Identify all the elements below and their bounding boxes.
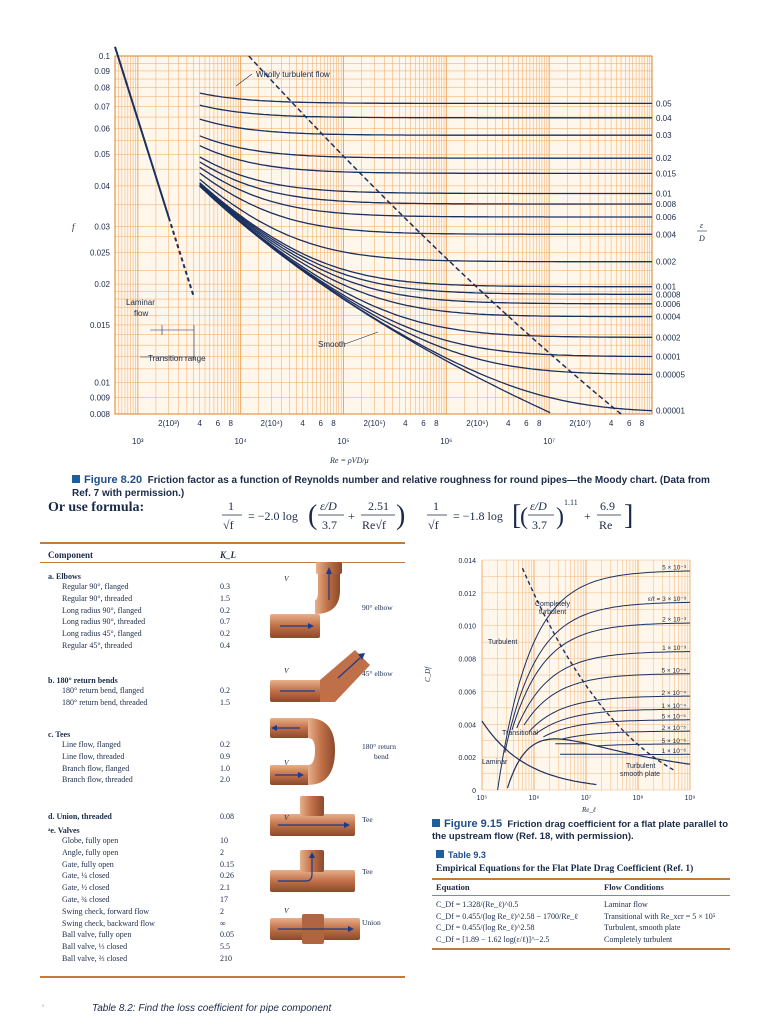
t93-condition: Transitional with Re_xcr = 5 × 10⁵ [604,911,716,921]
plate-y-tick: 0.014 [458,558,476,565]
moody-y-tick: 0.05 [94,150,110,160]
loss-row-name: Long radius 45°, flanged [62,629,142,639]
moody-roughness-label: 0.008 [656,200,677,210]
plate-roughness-label: 1 × 10⁻⁴ [661,702,686,710]
svg-text:ε/D: ε/D [320,499,337,513]
moody-y-tick: 0.1 [98,52,110,61]
moody-y-tick: 0.009 [89,393,110,403]
moody-chart [0,0,768,472]
moody-x-minor-tick: 6 [524,419,529,428]
plate-roughness-label: 1 × 10⁻³ [662,645,686,653]
moody-roughness-label: 0.01 [656,189,672,199]
moody-caption-text: Friction factor as a function of Reynolds number and relative roughness for round pipes—the Moody chart. (Data from Ref. 7 with permission.) [72,475,710,499]
loss-row-name: Line flow, flanged [62,740,121,749]
plate-caption [432,818,732,843]
loss-section-title: b. 180° return bends [48,676,118,685]
plate-caption-label: Figure 9.15 [444,818,503,830]
loss-row-name: Globe, fully open [62,836,119,845]
loss-row-name: Swing check, forward flow [62,906,150,916]
t93-header-rule [432,895,730,896]
loss-k-value: 1.5 [220,697,230,707]
t93-equation: C_Df = 1.328/(Re_ℓ)^0.5 [436,900,519,909]
loss-row-name: Gate, fully open [62,859,114,869]
loss-row-name: Gate, ¼ closed [62,871,110,881]
moody-x-minor-tick: 4 [403,419,408,428]
loss-table-component-header: Component [48,550,94,560]
moody-x-minor-tick: 2(10⁷) [569,419,591,428]
plate-smooth-label-2: smooth plate [620,771,661,778]
moody-roughness-label: 0.04 [656,113,672,123]
moody-roughness-label: 0.001 [656,282,677,292]
loss-row-name: 180° return bend, threaded [62,697,148,707]
plate-roughness-label: 2 × 10⁻⁵ [661,724,686,732]
t93-equation: C_Df = 0.455/(log Re_ℓ)^2.58 − 1700/Re_ℓ [436,911,578,921]
moody-x-minor-tick: 8 [536,419,542,428]
plate-roughness-label: 5 × 10⁻⁴ [661,667,686,675]
moody-roughness-label: 0.00001 [656,406,685,416]
loss-k-value: 0.15 [220,859,234,869]
t93-condition: Completely turbulent [604,934,673,944]
loss-row-name: Gate, ½ closed [62,883,110,893]
moody-y-tick: 0.01 [94,378,110,388]
loss-row-name: Regular 90°, threaded [62,593,133,603]
plate-y-tick: 0.006 [458,689,476,697]
loss-k-value: 0.08 [220,812,234,821]
moody-y-tick: 0.08 [94,83,110,93]
moody-roughness-label: 0.02 [656,154,672,164]
tee-branch-illustration [270,850,355,892]
moody-x-minor-tick: 8 [228,419,233,428]
moody-x-minor-tick: 6 [626,419,632,428]
table-9-3-title: Empirical Equations for the Flat Plate Drag Coefficient (Ref. 1) [436,864,694,874]
moody-y-tick: 0.07 [94,102,110,112]
tee-label-2: Tee [362,867,373,876]
table-8-2-caption: Table 8.2: Find the loss coefficient for pipe component [92,1003,332,1014]
plate-completely-label-2: turbulent [539,609,567,616]
loss-k-value: 2.1 [220,883,230,893]
moody-laminar-label-2: flow [134,309,149,318]
loss-table-k-header: K_L [220,550,237,560]
svg-text:): ) [556,504,564,530]
loss-row-name: Angle, fully open [62,847,119,857]
table-bottom-rule [40,976,405,978]
eq2-rhs: = −1.8 log [453,509,503,523]
moody-x-major-tick: 10⁶ [440,437,453,446]
moody-right-label-top: ε [700,221,704,230]
svg-text:1.11: 1.11 [564,498,578,507]
loss-section-title: ᵃe. Valves [48,826,80,835]
plate-y-tick: 0.008 [458,656,476,664]
v-label-1: V [284,574,289,583]
moody-roughness-label: 0.0006 [656,299,681,309]
svg-text:(: ( [308,500,318,531]
loss-row-name: Ball valve, ⅔ closed [62,954,128,963]
moody-transition-label: Transition range [148,354,206,363]
moody-x-label: Re = ρVD/μ [330,456,369,465]
loss-row-name: Long radius 90°, flanged [62,605,142,615]
loss-row-name: Branch flow, threaded [62,775,133,785]
moody-roughness-label: 0.0002 [656,333,681,343]
plate-roughness-label: 5 × 10⁻⁵ [661,713,686,721]
svg-text:(: ( [520,504,528,530]
plate-laminar-label: Laminar [482,759,508,766]
loss-k-value: 2 [220,906,224,916]
moody-x-minor-tick: 4 [300,419,305,428]
union-label: Union [362,918,381,927]
moody-roughness-label: 0.05 [656,99,672,109]
loss-k-value: 0.4 [220,641,230,650]
v-label-3: V [284,758,289,767]
loss-k-value: 1.0 [220,763,230,773]
v-label-2: V [284,666,289,675]
svg-text:): ) [396,500,406,531]
tee-line-illustration [270,796,355,836]
loss-row-name: Regular 90°, flanged [62,582,129,591]
moody-y-tick: 0.025 [89,248,110,258]
moody-x-major-tick: 10⁵ [337,437,350,446]
svg-text:]: ] [624,500,634,531]
tee-label-1: Tee [362,815,373,824]
loss-k-value: 0.9 [220,751,230,761]
loss-k-value: 2 [220,847,224,857]
plate-smooth-label-1: Turbulent [626,763,656,770]
moody-x-minor-tick: 2(10⁴) [260,419,283,428]
svg-text:3.7: 3.7 [532,518,547,532]
plate-y-tick: 0 [472,788,476,795]
moody-x-minor-tick: 4 [506,419,511,428]
moody-y-tick: 0.03 [94,222,110,232]
eq1-rhs: = −2.0 log [248,509,298,523]
plate-x-tick: 10⁵ [476,795,488,802]
moody-y-tick: 0.02 [94,280,110,290]
loss-k-value: 210 [220,954,232,963]
svg-text:Re: Re [599,518,613,532]
loss-k-value: 0.05 [220,930,234,940]
moody-roughness-label: 0.0004 [656,312,681,322]
loss-k-value: 5.5 [220,942,230,952]
svg-text:+: + [584,509,591,523]
moody-roughness-label: 0.004 [656,230,677,240]
elbow-90-label: 90° elbow [362,603,393,612]
return-bend-illustration [270,718,335,785]
svg-text:[: [ [512,500,522,531]
formula-equations [220,496,640,538]
return-bend-label-2: bend [374,752,389,761]
elbow-45-label: 45° elbow [362,669,393,678]
loss-k-value: 0.2 [220,605,230,615]
loss-row-name: Ball valve, ⅓ closed [62,942,128,952]
moody-y-tick: 0.015 [89,320,110,330]
moody-caption-label: Figure 8.20 [84,474,143,486]
loss-k-value: 2.0 [220,775,230,785]
loss-row-name: Swing check, backward flow [62,918,155,928]
svg-text:Re√f: Re√f [362,518,386,532]
moody-x-minor-tick: 4 [608,419,614,428]
loss-k-value: 0.3 [220,582,230,591]
plate-y-tick: 0.010 [458,623,476,631]
loss-row-name: 180° return bend, flanged [62,686,144,695]
formula-prefix: Or use formula: [48,500,145,515]
return-bend-label-1: 180° return [362,742,397,751]
plate-y-label: C_Df [424,666,432,682]
plate-x-tick: 10⁷ [580,795,592,802]
table-9-3-label-text: Table 9.3 [448,850,486,860]
moody-x-minor-tick: 6 [318,419,323,428]
moody-roughness-label: 0.006 [656,212,677,222]
moody-roughness-label: 0.0008 [656,290,681,300]
plate-completely-label-1: Completely [535,601,571,608]
t93-bottom-rule [432,948,730,950]
svg-text:2.51: 2.51 [368,499,389,513]
moody-x-minor-tick: 4 [197,419,202,428]
moody-y-label: f [72,222,75,232]
moody-x-minor-tick: 6 [215,419,221,428]
plate-x-label: Re_ℓ [582,806,596,814]
moody-x-minor-tick: 2(10³) [158,419,180,428]
moody-wholly-turbulent-label: Wholly turbulent flow [256,70,330,79]
moody-roughness-label: 0.03 [656,131,672,141]
plate-roughness-label: 2 × 10⁻³ [662,616,686,624]
plate-roughness-label: ε/ℓ = 3 × 10⁻³ [647,595,686,603]
plate-x-tick: 10⁹ [684,795,696,802]
plate-roughness-label: 5 × 10⁻⁶ [661,737,686,745]
moody-y-tick: 0.04 [94,181,110,191]
figure-marker-icon [72,475,80,483]
loss-section-title: c. Tees [48,730,71,739]
svg-text:3.7: 3.7 [322,518,337,532]
moody-x-minor-tick: 2(10⁶) [466,419,489,428]
loss-row-name: Long radius 90°, threaded [62,617,146,627]
loss-row-name: Regular 45°, threaded [62,641,133,650]
svg-text:6.9: 6.9 [600,499,615,513]
plate-caption-text: Friction drag coefficient for a flat plate parallel to the upstream flow (Ref. 18, with permission). [432,819,729,842]
t93-equation: C_Df = 0.455/(log Re_ℓ)^2.58 [436,923,535,932]
moody-y-tick: 0.09 [94,66,110,76]
plate-y-tick: 0.002 [458,755,476,763]
table-marker-icon [436,850,444,858]
moody-laminar-label-1: Laminar [126,298,155,307]
moody-x-major-tick: 10⁷ [543,437,556,446]
loss-row-name: Branch flow, flanged [62,763,130,773]
svg-text:+: + [348,509,355,523]
plate-y-tick: 0.012 [458,590,476,598]
loss-k-value: 1.5 [220,593,230,603]
plate-y-tick: 0.004 [458,722,476,730]
moody-y-tick: 0.008 [89,410,110,419]
page-number: ᵃ [42,1004,44,1010]
table-top-rule [40,542,405,544]
loss-row-name: Gate, ¾ closed [62,895,110,904]
v-label-4: V [284,813,289,822]
loss-row-name: Ball valve, fully open [62,930,132,940]
v-label-5: V [284,906,289,915]
moody-x-minor-tick: 8 [331,419,336,428]
moody-roughness-label: 0.015 [656,169,677,179]
svg-text:ε/D: ε/D [530,499,547,513]
moody-x-minor-tick: 8 [639,419,645,428]
elbow-90-illustration [270,562,342,638]
table-9-3-label [436,850,486,860]
moody-smooth-label: Smooth [318,340,346,349]
loss-k-value: ∞ [220,918,226,928]
loss-k-value: 0.2 [220,740,230,749]
plate-roughness-label: 2 × 10⁻⁴ [661,689,686,697]
loss-k-value: 0.2 [220,629,230,639]
loss-k-value: 0.7 [220,617,230,627]
t93-condition: Laminar flow [604,900,648,909]
t93-top-rule [432,878,730,880]
moody-x-minor-tick: 6 [421,419,426,428]
moody-roughness-label: 0.0001 [656,352,681,362]
t93-condition: Turbulent, smooth plate [604,923,681,932]
eq2-numerator: 1 [433,499,439,513]
t93-col-flow: Flow Conditions [604,882,664,892]
moody-x-major-tick: 10³ [132,437,144,446]
t93-col-equation: Equation [436,882,470,892]
moody-y-tick: 0.06 [94,124,110,134]
loss-k-value: 17 [220,895,228,904]
plate-x-tick: 10⁸ [632,795,644,802]
plate-roughness-label: 1 × 10⁻⁶ [661,748,686,756]
plate-transitional-label: Transitional [502,730,538,737]
moody-x-minor-tick: 8 [434,419,439,428]
pipe-illustrations [260,560,420,970]
loss-k-value: 10 [220,836,228,845]
elbow-45-illustration [270,650,370,702]
moody-roughness-label: 0.00005 [656,370,685,380]
plate-x-tick: 10⁶ [528,795,540,802]
plate-turbulent-label: Turbulent [488,639,518,646]
loss-k-value: 0.2 [220,686,230,695]
t93-equation: C_Df = [1.89 − 1.62 log(ε/ℓ)]^−2.5 [436,934,550,944]
moody-roughness-label: 0.002 [656,257,677,267]
loss-section-title: a. Elbows [48,572,81,581]
moody-right-label-bottom: D [699,234,705,243]
plate-roughness-label: 5 × 10⁻³ [662,564,686,572]
eq1-denominator: √f [223,518,234,532]
loss-row-name: Line flow, threaded [62,751,125,761]
eq1-numerator: 1 [228,499,234,513]
moody-x-major-tick: 10⁴ [234,437,247,446]
figure-marker-icon [432,819,440,827]
loss-k-value: 0.26 [220,871,234,881]
union-illustration [270,914,360,944]
moody-x-minor-tick: 2(10⁵) [363,419,386,428]
loss-section-title: d. Union, threaded [48,812,112,821]
plate-chart [410,548,710,816]
eq2-denominator: √f [428,518,439,532]
